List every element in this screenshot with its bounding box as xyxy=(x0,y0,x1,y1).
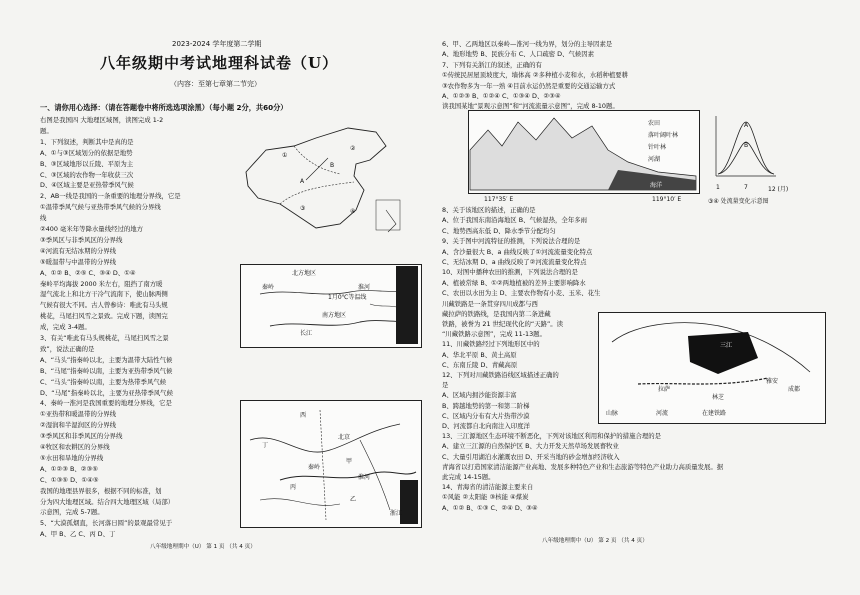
page1-line: ①温带季风气候与亚热带季风气候的分界线 xyxy=(40,203,161,212)
map3-qinling: 秦岭 xyxy=(308,464,321,471)
x-tick-1: 1 xyxy=(716,184,720,191)
page2-line: A、区域内拥沙能资源丰富 xyxy=(442,391,517,400)
page1-line: ②湿润和半湿润区的分界线 xyxy=(40,421,117,430)
rail-chengdu: 成都 xyxy=(788,386,801,393)
school-year: 2023-2024 学年度第二学期 xyxy=(172,40,262,48)
map3-xi: 西 xyxy=(300,412,307,419)
page1-line: 示意图，完成 5-7题。 xyxy=(40,508,104,517)
page2-line: A、地形地势 B、民族分布 C、人口疏密 D、气候因素 xyxy=(442,50,595,59)
map3-ding: 丁 xyxy=(262,442,269,449)
map2-isotherm: 1月0℃等温线 xyxy=(328,294,367,301)
page1-line: ①亚热带和暖温带的分界线 xyxy=(40,410,117,419)
page2-line: “川藏铁路示意图”，完成 11-13题。 xyxy=(442,330,546,339)
map1-label-2: ② xyxy=(350,145,356,152)
page1-line: ③季风区与非季风区的分界线 xyxy=(40,235,123,244)
page2-line: 藏拉萨的铁路线，是我国内第二条进藏 xyxy=(442,309,551,318)
x-tick-12: 12 (月) xyxy=(768,186,789,193)
exam-title: 八年级期中考试地理科试卷（U） xyxy=(100,54,339,72)
page1-line: A、①② B、②⑤ C、③④ D、①④ xyxy=(40,268,136,277)
map2-qinling: 秦岭 xyxy=(262,284,275,291)
page2-footer: 八年级地理期中（U） 第 2 页 （共 4 页） xyxy=(542,538,648,544)
map2-south: 南方地区 xyxy=(322,312,347,319)
page2-line: 铁路，被誉为 21 世纪现代化的“天路”。读 xyxy=(442,320,564,328)
page2-line: A、建立三江源的自然保护区 B、大力开发天然草场发展畜牧业 xyxy=(442,442,619,451)
page2-line: ③农作物多为一年一熟 ④目前水运仍然是重要的交通运输方式 xyxy=(442,81,616,90)
landscape-terrain xyxy=(468,110,698,192)
page2-line: 青海省以打造国家清洁能源产业高地、发展多种特色产业和生态旅游等特色产业助力高质量发展。据 xyxy=(442,462,724,471)
page1-line: A、①与③区域划分的依据是地势 xyxy=(40,148,133,157)
rail-legend-river: 河流 xyxy=(656,410,669,417)
page1-line: 4、秦岭一淮河是我国重要的地理分界线，它是 xyxy=(40,399,172,408)
page2-line: C、大量引用湖泊水灌溉农田 D、开采当地的砂金增加经济收入 xyxy=(442,452,620,461)
page1-line: 3、有关“唯此有马头规桃花，马尾扫风雪之景 xyxy=(40,334,169,342)
page2-line: A、植被常绿 B、①②两地植被的差异主要影响降水 xyxy=(442,278,586,287)
page1-line: 1、下列叙述，判断其中是真的是 xyxy=(40,137,134,146)
page1-line: ④牧区和农耕区的分界线 xyxy=(40,443,110,451)
sea-area xyxy=(396,266,418,344)
page1-line: ⑤水田和旱地的分界线 xyxy=(40,453,104,462)
page1-line: D、④区域主要是亚热带季风气候 xyxy=(40,181,134,190)
page2-line: A、位于我国东南沿海地区 B、气候湿热，全年多雨 xyxy=(442,216,587,225)
page2-line: 7、下列有关浙江的叙述，正确的有 xyxy=(442,60,542,69)
page1-line: B、“马尾”指秦岭以南，主要为亚热带季风气候 xyxy=(40,366,173,375)
page1-line: 湿气流北上和北方干冷气流南下，使山脉两侧 xyxy=(40,290,168,299)
page1-line: 桃花，马尾扫风雪之景致。完成下题，读图完 xyxy=(40,312,168,321)
page2-line: 9、关于图中河流特征的推测，下列说法合理的是 xyxy=(442,237,581,246)
map3-beijing: 北京 xyxy=(338,434,351,441)
page1-line: C、“马头”指秦岭以南，主要为热带季风气候 xyxy=(40,377,167,386)
page1-line: D、“马尾”指秦岭以北，主要为亚热带季风气候 xyxy=(40,388,173,397)
page2-line: C、无结冰期 D、a 曲线反映了②河流流量变化特点 xyxy=(442,258,587,266)
rail-lhasa: 拉萨 xyxy=(658,386,671,393)
page2-line: C、地势西高东低 D、降水季节分配均匀 xyxy=(442,226,556,235)
page1-line: 气候有很大不同。古人曾参诗：唯此有马头规 xyxy=(40,301,168,310)
page2-line: B、跨越地势的第一和第二阶梯 xyxy=(442,401,530,410)
map3-bing: 丙 xyxy=(290,484,297,491)
map3-jia: 甲 xyxy=(346,458,353,465)
page2-line: A、①②③ B、①②④ C、①③④ D、②③④ xyxy=(442,92,561,100)
page2-line: ①传统民居屋顶坡度大，墙体高 ②多种植小麦和水，水稻种植要耕 xyxy=(442,71,629,80)
map3-yi: 乙 xyxy=(350,496,357,503)
page1-line: ④河流有无结冰期的分界线 xyxy=(40,246,117,255)
rail-legend-mountain: 山脉 xyxy=(606,410,619,417)
page1-line: A、甲 B、乙 C、丙 D、丁 xyxy=(40,530,116,539)
page2-line: C、农田以水田为主 D、主要农作物有小麦、玉米、花生 xyxy=(442,289,601,298)
page2-line: 8、关于该地区的描述，正确的是 xyxy=(442,206,536,214)
map2-north: 北方地区 xyxy=(292,270,317,277)
lon-left: 117°35′ E xyxy=(484,196,514,203)
page1-line: 我国的地理县界很多，根据不同的标准，划 xyxy=(40,486,162,495)
page1-footer: 八年级地理期中（U） 第 1 页 （共 4 页） xyxy=(150,544,256,550)
page2-line: 6、甲、乙两地区以秦岭—淮河一线为界，划分的主导因素是 xyxy=(442,40,613,48)
page2-line: 14、青海省的清洁能源主要来自 xyxy=(442,483,534,492)
exam-subtitle: （内容：至第七章第二节完） xyxy=(170,80,261,88)
page1-line: 右图是我国四 大地理区域图，读图完成 1-2 xyxy=(40,116,164,124)
page1-line: 成，完成 3-4题。 xyxy=(40,323,91,332)
flow-caption: ③④ 处流量变化示意图 xyxy=(708,198,769,205)
rail-linzhi: 林芝 xyxy=(712,394,725,401)
x-tick-7: 7 xyxy=(744,184,748,191)
map1-label-3: ③ xyxy=(300,205,306,212)
map3-zhejiang: 浙江 xyxy=(390,510,403,517)
page1-line: 题。 xyxy=(40,126,53,135)
series-a-label: A xyxy=(744,122,749,129)
page2-line: ①风能 ②太阳能 ③核能 ④煤炭 xyxy=(442,493,529,502)
page2-line: 13、三江源地区生态环境不断恶化，下列对该地区利用和保护的措施合理的是 xyxy=(442,432,662,441)
page1-line: 2、AB一线是我国的一条重要的地理分界线，它是 xyxy=(40,192,181,201)
rail-sanjiang: 三江 xyxy=(720,342,733,349)
page2-line: A、含沙量很大 B、a 曲线反映了①河流流量变化特点 xyxy=(442,247,593,256)
legend-river: 河湖 xyxy=(648,156,661,163)
page1-line: ③季风区和非季风区的分界线 xyxy=(40,432,123,441)
page2-line: 11、川藏铁路经过下列地形区中的 xyxy=(442,340,540,349)
page1-line: A、①②③ B、②③⑤ xyxy=(40,464,98,473)
rail-legend-railway: 在建铁路 xyxy=(702,410,727,417)
map3-huaihe: 淮河 xyxy=(358,474,371,481)
page2-line: 川藏铁路是一条贯穿四川成都与西 xyxy=(442,299,538,308)
page2-line: C、东南丘陵 D、青藏高原 xyxy=(442,360,518,369)
railway-shapes xyxy=(598,312,824,422)
page2-line: 12、下列对川藏铁路沿线区域描述正确的 xyxy=(442,371,559,379)
page2-line: A、华北平原 B、黄土高原 xyxy=(442,350,517,359)
page1-line: A、“马头”指秦岭以北，主要为温带大陆性气候 xyxy=(40,355,173,364)
series-b-label: B xyxy=(744,142,749,149)
china-regions-map xyxy=(236,120,406,238)
lon-right: 119°10′ E xyxy=(652,196,682,203)
section-heading: 一、请你用心选择：（请在答题卷中将所选选项涂黑）（每小题 2分，共60分） xyxy=(40,103,288,112)
page1-line: 分为四大地理区域。结合四大地理区域（局部） xyxy=(40,497,175,506)
page1-line: 致”，说法正确的是 xyxy=(40,344,95,353)
page1-line: ⑤暖温带与中温带的分界线 xyxy=(40,257,117,266)
page1-line: ②400 毫米年等降水量线经过的地方 xyxy=(40,225,144,233)
page2-line: A、①② B、①③ C、②④ D、③④ xyxy=(442,503,538,512)
page1-line: C、③区域的农作物一年收获三次 xyxy=(40,170,134,179)
page2-line: 是 xyxy=(442,381,449,390)
page2-line: C、区域内分布有大片热带沙漠 xyxy=(442,411,530,420)
page1-line: B、③区域地形以丘陵、平原为主 xyxy=(40,159,134,168)
rail-yaan: 雅安 xyxy=(766,378,779,385)
page1-line: 线 xyxy=(40,214,47,223)
page2-line: 读我国某地“景观示意图”和“河流流量示意图”，完成 8-10题。 xyxy=(442,102,619,111)
map1-label-a: A xyxy=(300,178,305,185)
map2-huaihe: 淮河 xyxy=(358,284,371,291)
map1-label-1: ① xyxy=(282,152,288,159)
page2-line: 此完成 14-15题。 xyxy=(442,473,495,481)
page1-line: C、①③⑤ D、①④⑤ xyxy=(40,475,99,484)
map1-label-4: ④ xyxy=(350,208,356,215)
legend-deciduous: 落叶阔叶林 xyxy=(648,132,679,139)
map2-yangtze: 长江 xyxy=(300,330,313,337)
exam-page-2 xyxy=(430,0,860,595)
qinling-lines xyxy=(240,264,420,346)
map1-label-b: B xyxy=(330,162,335,169)
page1-line: 5、“大漠孤烟直，长河落日圆”的景观最常见于 xyxy=(40,519,173,528)
page2-line: 10、对图中播种农田的推测，下列说法合理的是 xyxy=(442,268,578,277)
legend-farmland: 农田 xyxy=(648,120,661,127)
page1-line: 秦岭平均海拔 2000 米左右，阻挡了南方暖 xyxy=(40,279,163,288)
page2-line: D、河流都自北向南注入印度洋 xyxy=(442,422,530,430)
legend-conifer: 针叶林 xyxy=(648,144,667,151)
map3-sea xyxy=(400,480,418,524)
sea-label: 海洋 xyxy=(650,182,663,189)
